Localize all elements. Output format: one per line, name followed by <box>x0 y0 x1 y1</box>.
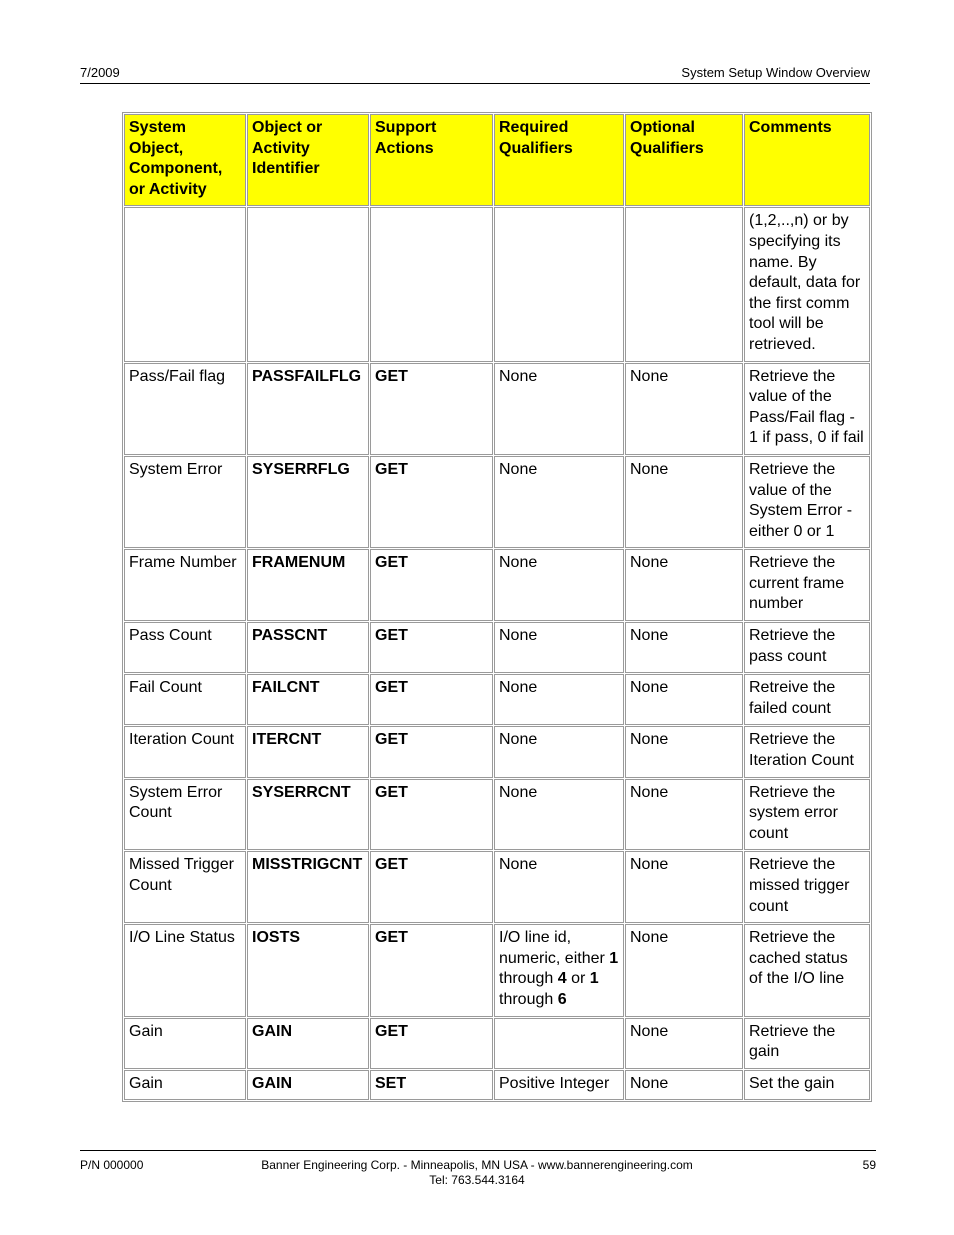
cell-action: GET <box>370 726 493 777</box>
column-header-identifier: Object or Activity Identifier <box>247 114 369 206</box>
cell-comments: Retrieve the gain <box>744 1018 870 1069</box>
cell-action: SET <box>370 1070 493 1101</box>
cell-object: Missed Trigger Count <box>124 851 246 923</box>
table-row <box>124 779 870 851</box>
required-text: through <box>499 970 558 988</box>
cell-required: None <box>494 456 624 548</box>
cell-comments: Retrieve the system error count <box>744 779 870 851</box>
footer-divider <box>80 1150 876 1151</box>
cell-optional: None <box>625 779 743 851</box>
cell-identifier: FRAMENUM <box>247 549 369 621</box>
cell-required: None <box>494 779 624 851</box>
cell-object <box>124 207 246 361</box>
footer-company: Banner Engineering Corp. - Minneapolis, MN USA - www.bannerengineering.com <box>261 1158 693 1172</box>
cell-comments: Retrieve the missed trigger count <box>744 851 870 923</box>
cell-required: None <box>494 726 624 777</box>
cell-optional: None <box>625 726 743 777</box>
table-row <box>124 726 870 777</box>
table-row <box>124 622 870 673</box>
cell-comments: Retrieve the value of the System Error - either 0 or 1 <box>744 456 870 548</box>
table-row <box>124 1070 870 1101</box>
cell-identifier: SYSERRFLG <box>247 456 369 548</box>
cell-object: Pass Count <box>124 622 246 673</box>
cell-comments: (1,2,..,n) or by specifying its name. By default, data for the first comm tool will be retrieved. <box>744 207 870 361</box>
cell-identifier: PASSFAILFLG <box>247 363 369 455</box>
cell-identifier <box>247 207 369 361</box>
column-header-object: System Object, Component, or Activity <box>124 114 246 206</box>
table-header-row <box>124 114 870 206</box>
cell-required: Positive Integer <box>494 1070 624 1101</box>
table-row <box>124 1018 870 1069</box>
cell-optional: None <box>625 924 743 1016</box>
required-text: I/O line id, numeric, either <box>499 929 610 967</box>
cell-comments: Retrieve the cached status of the I/O line <box>744 924 870 1016</box>
cell-object: I/O Line Status <box>124 924 246 1016</box>
cell-action: GET <box>370 622 493 673</box>
required-text: through <box>499 990 558 1008</box>
cell-required: None <box>494 363 624 455</box>
cell-required <box>494 1018 624 1069</box>
column-header-actions: Support Actions <box>370 114 493 206</box>
cell-action: GET <box>370 674 493 725</box>
page-number: 59 <box>862 1158 876 1172</box>
cell-required: None <box>494 622 624 673</box>
header-date: 7/2009 <box>80 65 120 80</box>
cell-identifier: FAILCNT <box>247 674 369 725</box>
table-row <box>124 674 870 725</box>
cell-optional: None <box>625 674 743 725</box>
cell-action: GET <box>370 363 493 455</box>
cell-identifier: SYSERRCNT <box>247 779 369 851</box>
cell-action: GET <box>370 779 493 851</box>
cell-optional: None <box>625 363 743 455</box>
required-range-end: 6 <box>557 990 567 1008</box>
cell-identifier: GAIN <box>247 1018 369 1069</box>
cell-action: GET <box>370 456 493 548</box>
cell-required: None <box>494 851 624 923</box>
cell-comments: Retrieve the pass count <box>744 622 870 673</box>
table-row <box>124 456 870 548</box>
cell-action: GET <box>370 549 493 621</box>
cell-action: GET <box>370 851 493 923</box>
header-section-title: System Setup Window Overview <box>681 65 870 80</box>
footer-telephone: Tel: 763.544.3164 <box>429 1173 525 1187</box>
cell-object: Gain <box>124 1070 246 1101</box>
cell-action: GET <box>370 1018 493 1069</box>
column-header-optional: Optional Qualifiers <box>625 114 743 206</box>
table-row <box>124 207 870 361</box>
cell-optional: None <box>625 851 743 923</box>
cell-optional: None <box>625 549 743 621</box>
header-divider <box>80 83 870 84</box>
cell-required <box>494 924 624 1016</box>
commands-table <box>122 112 872 1102</box>
cell-object: System Error Count <box>124 779 246 851</box>
cell-identifier: MISSTRIGCNT <box>247 851 369 923</box>
cell-identifier: PASSCNT <box>247 622 369 673</box>
required-range-end: 4 <box>557 970 567 988</box>
table-row <box>124 924 870 1016</box>
cell-optional: None <box>625 622 743 673</box>
cell-object: Fail Count <box>124 674 246 725</box>
required-range-start: 1 <box>589 970 599 988</box>
cell-identifier: IOSTS <box>247 924 369 1016</box>
table-row <box>124 851 870 923</box>
cell-optional <box>625 207 743 361</box>
cell-required: None <box>494 674 624 725</box>
cell-optional: None <box>625 1018 743 1069</box>
required-range-start: 1 <box>609 949 619 967</box>
cell-required <box>494 207 624 361</box>
footer-company-info <box>0 1158 954 1188</box>
cell-comments: Retrieve the current frame number <box>744 549 870 621</box>
cell-object: Frame Number <box>124 549 246 621</box>
cell-object: System Error <box>124 456 246 548</box>
cell-action: GET <box>370 924 493 1016</box>
cell-comments: Set the gain <box>744 1070 870 1101</box>
column-header-required: Required Qualifiers <box>494 114 624 206</box>
cell-comments: Retrieve the Iteration Count <box>744 726 870 777</box>
required-text: or <box>566 970 590 988</box>
cell-identifier: GAIN <box>247 1070 369 1101</box>
table-row <box>124 363 870 455</box>
cell-object: Iteration Count <box>124 726 246 777</box>
cell-object: Gain <box>124 1018 246 1069</box>
column-header-comments: Comments <box>744 114 870 206</box>
cell-optional: None <box>625 456 743 548</box>
cell-identifier: ITERCNT <box>247 726 369 777</box>
cell-object: Pass/Fail flag <box>124 363 246 455</box>
cell-action <box>370 207 493 361</box>
cell-optional: None <box>625 1070 743 1101</box>
cell-required: None <box>494 549 624 621</box>
table-row <box>124 549 870 621</box>
footer-part-number: P/N 000000 <box>80 1158 144 1172</box>
cell-comments: Retreive the failed count <box>744 674 870 725</box>
cell-comments: Retrieve the value of the Pass/Fail flag - 1 if pass, 0 if fail <box>744 363 870 455</box>
